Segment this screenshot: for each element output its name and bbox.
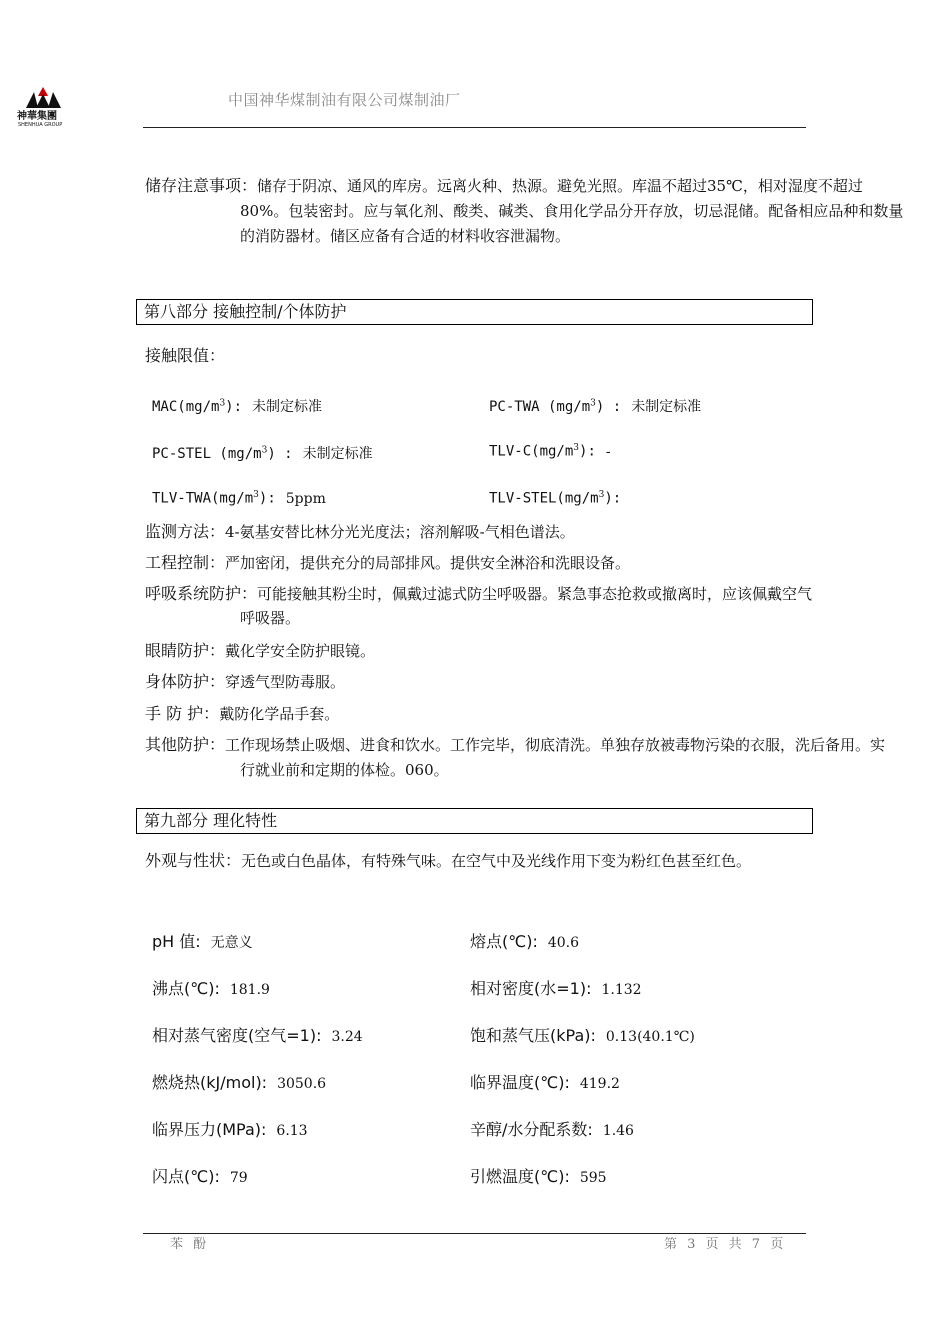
storage-paragraph	[145, 173, 910, 249]
header-divider	[143, 127, 806, 128]
limit-pc-twa: PC-TWA $(mg/m^3)$ : 未制定标准	[489, 398, 702, 415]
logo-subtext: SHENHUA GROUP	[18, 122, 63, 128]
prop-vapor-density: 相对蒸气密度(空气=1): 3.24	[152, 1026, 363, 1045]
prop-relative-density: 相对密度(水=1): 1.132	[470, 979, 642, 998]
prop-heat-of-combustion: 燃烧热(kJ/mol): 3050.6	[152, 1073, 327, 1092]
section8-title: 第八部分 接触控制/个体防护	[136, 299, 813, 325]
limits-label: 接触限值：	[145, 346, 226, 365]
hand-protection: 手 防 护：戴防化学品手套。	[145, 704, 340, 723]
limit-pc-stel: PC-STEL $(mg/m^3)$ : 未制定标准	[152, 445, 373, 462]
limit-tlv-c: TLV-$C(mg/m^3)$: -	[489, 443, 611, 460]
prop-flash-point: 闪点(℃): 79	[152, 1167, 248, 1186]
prop-critical-temperature: 临界温度(℃): 419.2	[470, 1073, 620, 1092]
other-protection: 其他防护：工作现场禁止吸烟、进食和饮水。工作完毕，彻底清洗。单独存放被毒物污染的衣服，洗后备用。实行就业前和定期的体检。060。	[145, 735, 886, 779]
respiratory-protection: 呼吸系统防护：可能接触其粉尘时，佩戴过滤式防尘呼吸器。紧急事态抢救或撤离时，应该佩戴空气呼吸器。	[145, 584, 813, 627]
prop-ignition-temperature: 引燃温度(℃): 595	[470, 1167, 607, 1186]
eye-protection: 眼睛防护：戴化学安全防护眼镜。	[145, 641, 376, 660]
appearance: 外观与性状：无色或白色晶体，有特殊气味。在空气中及光线作用下变为粉红色甚至红色。	[145, 851, 752, 870]
prop-vapor-pressure: 饱和蒸气压(kPa): 0.13(40.1℃)	[470, 1026, 695, 1045]
monitoring-method: 监测方法：4-氨基安替比林分光光度法；溶剂解吸-气相色谱法。	[145, 522, 575, 541]
body-protection: 身体防护：穿透气型防毒服。	[145, 672, 346, 691]
prop-critical-pressure: 临界压力(MPa): 6.13	[152, 1120, 308, 1139]
logo-text: 神華集團	[17, 111, 57, 122]
footer-product-name: 苯 酚	[170, 1237, 210, 1252]
prop-boiling-point: 沸点(℃): 181.9	[152, 979, 270, 998]
limit-tlv-stel: TLV-$STEL(mg/m^3)$:	[489, 490, 622, 507]
limit-tlv-twa: TLV-$TWA(mg/m^3)$: 5ppm	[152, 490, 326, 507]
prop-partition-coefficient: 辛醇/水分配系数: 1.46	[470, 1120, 634, 1139]
prop-melting-point: 熔点(℃): 40.6	[470, 932, 580, 951]
storage-label: 储存注意事项：	[145, 176, 258, 195]
section9-title: 第九部分 理化特性	[136, 808, 813, 834]
limit-mac: $MAC(mg/m^3)$: 未制定标准	[152, 398, 323, 415]
footer-page-number: 第 3 页 共 7 页	[664, 1237, 787, 1252]
engineering-control: 工程控制：严加密闭，提供充分的局部排风。提供安全淋浴和洗眼设备。	[145, 553, 631, 572]
prop-ph: pH 值: 无意义	[152, 932, 253, 951]
storage-text: 储存于阴凉、通风的库房。远离火种、热源。避免光照。库温不超过35℃，相对湿度不超过80%。包装密封。应与氧化剂、酸类、碱类、食用化学品分开存放，切忌混储。配备相应品种和数量的消防器材。储区应备有合适的材料收容泄漏物。	[240, 177, 904, 245]
company-name: 中国神华煤制油有限公司煤制油厂	[228, 91, 461, 109]
